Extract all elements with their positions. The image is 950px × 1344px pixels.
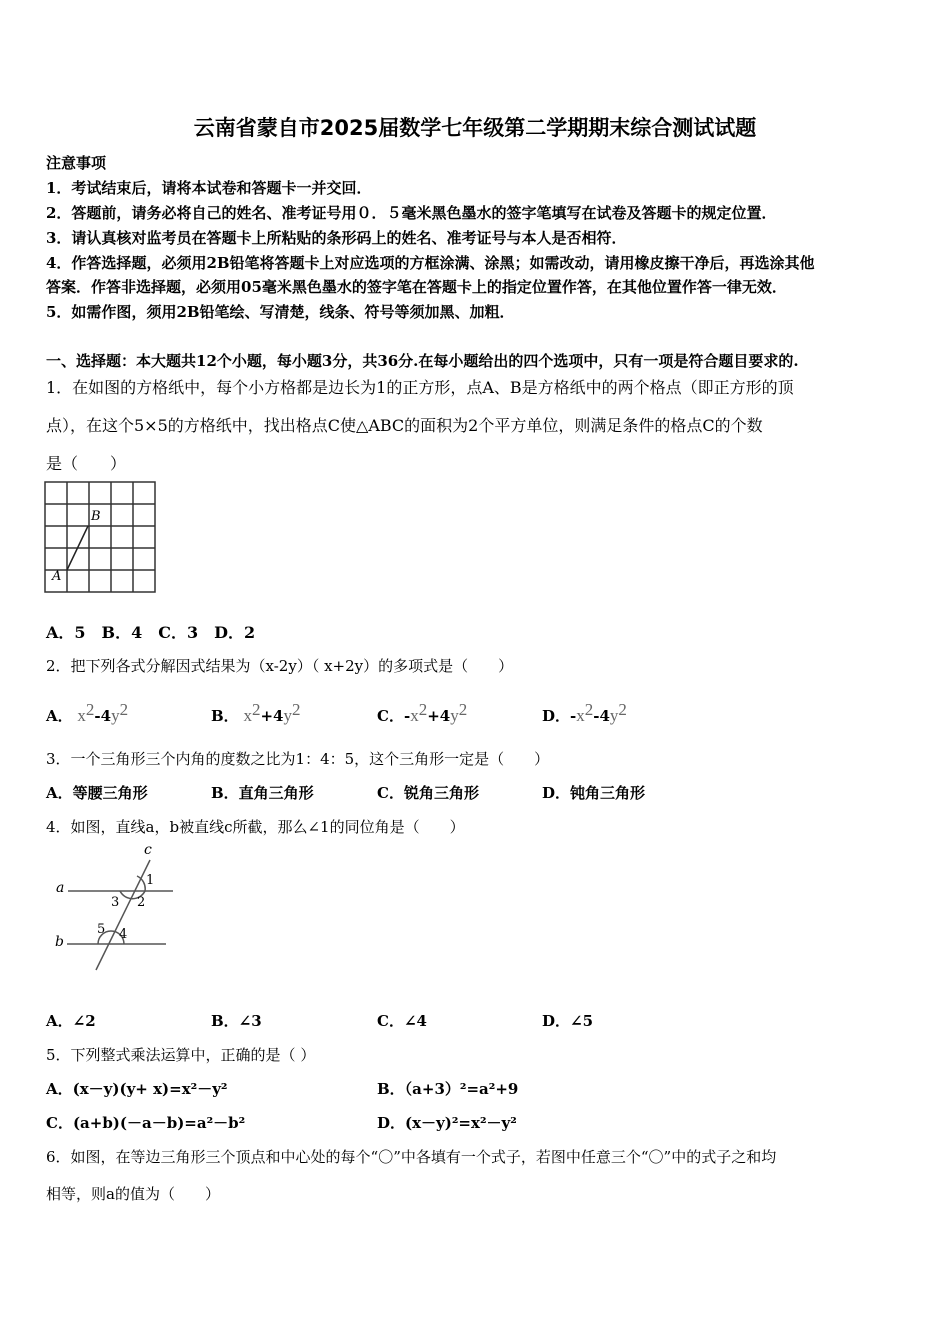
angle-3-label: 3 [111,895,120,910]
q2-option-d: D．$-x^2-4y^2$ [542,700,627,725]
grid-figure [45,482,155,592]
notice-item: 2．答题前，请务必将自己的姓名、准考证号用０．５毫米黑色墨水的签字笔填写在试卷及答题卡的规定位置． [46,204,777,222]
angle-4-label: 4 [119,927,128,942]
q2-option-b: B． $x^2+4y^2$ [211,700,301,725]
notice-item: 1．考试结束后，请将本试卷和答题卡一并交回． [46,179,372,197]
q3-option: B．直角三角形 [211,784,314,802]
notice-heading: 注意事项 [46,154,107,172]
page-title: 云南省蒙自市2025届数学七年级第二学期期末综合测试试题 [193,116,757,140]
q2-option-c: C．$-x^2+4y^2$ [377,700,468,725]
q6-line: 相等，则a的值为（ ） [46,1185,220,1203]
q5-option: D．(x－y)²=x²－y² [377,1114,517,1132]
q1-line: 1．在如图的方格纸中，每个小方格都是边长为1的正方形，点A、B是方格纸中的两个格点（即正方形的顶 [46,378,794,397]
point-b-label: B [91,509,101,524]
q3-option: D．钝角三角形 [542,784,646,802]
q1-line: 是（ ） [46,454,127,473]
notice-item: 4．作答选择题，必须用2B铅笔将答题卡上对应选项的方框涂满、涂黑；如需改动，请用橡皮擦干净后，再选涂其他 [46,254,815,272]
angle-2-label: 2 [137,895,146,910]
q4-option: D．∠5 [542,1012,594,1030]
q4-option: A．∠2 [46,1012,96,1030]
q4-option: C．∠4 [377,1012,427,1030]
line-c-label: c [144,842,152,858]
q5-stem: 5．下列整式乘法运算中，正确的是（ ） [46,1046,316,1064]
q1-line: 点），在这个5×5的方格纸中，找出格点C使△ABC的面积为2个平方单位，则满足条件的格点C的个数 [46,416,763,435]
q2-option-a: A． $x^2-4y^2$ [46,700,129,725]
q5-option: B．（a+3）²=a²+9 [377,1080,519,1098]
q5-option: C．(a+b)(－a－b)=a²－b² [46,1114,246,1132]
parallel-lines-figure [67,860,173,970]
line-b-label: b [55,934,64,950]
q6-line: 6．如图，在等边三角形三个顶点和中心处的每个“〇”中各填有一个式子，若图中任意三个“〇”中的式子之和均 [46,1148,777,1166]
section-heading: 一、选择题：本大题共12个小题，每小题3分，共36分.在每小题给出的四个选项中，只有一项是符合题目要求的. [46,352,799,370]
notice-item: 答案．作答非选择题，必须用05毫米黑色墨水的签字笔在答题卡上的指定位置作答，在其他位置作答一律无效． [46,278,787,296]
q4-stem: 4．如图，直线a，b被直线c所截，那么∠1的同位角是（ ） [46,818,465,836]
q5-option: A．(x－y)(y+ x)=x²－y² [46,1080,228,1098]
q3-stem: 3．一个三角形三个内角的度数之比为1：4：5，这个三角形一定是（ ） [46,750,550,768]
q1-options: A．5 B．4 C．3 D．2 [46,623,256,642]
point-a-label: A [52,569,62,584]
notice-item: 3．请认真核对监考员在答题卡上所粘贴的条形码上的姓名、准考证号与本人是否相符． [46,229,627,247]
q3-option: C．锐角三角形 [377,784,479,802]
q4-option: B．∠3 [211,1012,262,1030]
angle-1-label: 1 [146,873,155,888]
line-a-label: a [56,880,65,896]
angle-5-label: 5 [97,922,106,937]
q3-option: A．等腰三角形 [46,784,148,802]
notice-item: 5．如需作图，须用2B铅笔绘、写清楚，线条、符号等须加黑、加粗． [46,303,515,321]
q2-stem: 2．把下列各式分解因式结果为（x-2y）（ x+2y）的多项式是（ ） [46,657,514,675]
